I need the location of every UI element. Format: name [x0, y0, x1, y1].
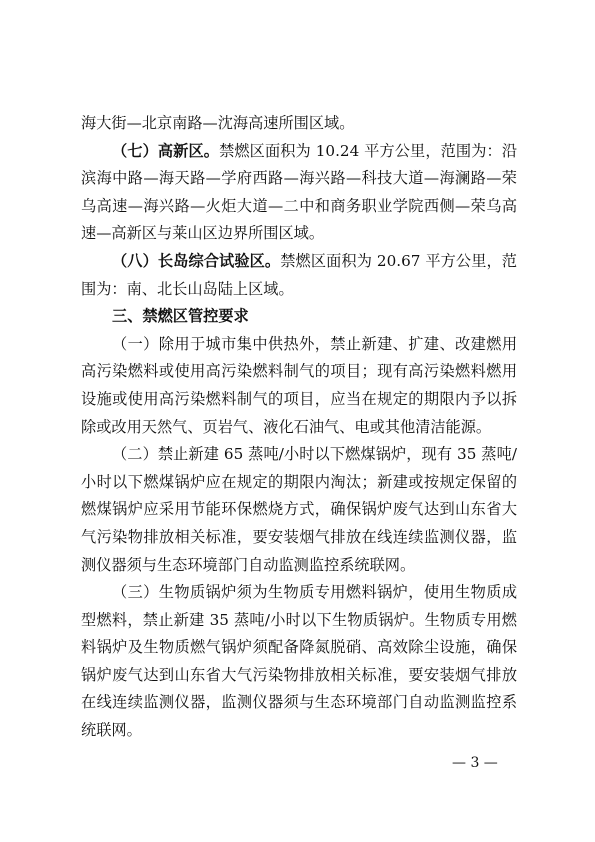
paragraph-high-tech-zone [81, 138, 517, 248]
paragraph-lead: （八）长岛综合试验区。 [112, 251, 281, 270]
paragraph-lead: （七）高新区。 [112, 141, 220, 160]
document-body [81, 110, 517, 745]
paragraph-requirement-2: （二）禁止新建 65 蒸吨/小时以下燃煤锅炉，现有 35 蒸吨/小时以下燃煤锅炉应在规定的期限内淘汰；新建或按规定保留的燃煤锅炉应采用节能环保燃烧方式，确保锅炉废气达到山东省大气污染物排放相关标准，要安装烟气排放在线连续监测仪器，监测仪器须与生态环境部门自动监测监控系统联网。 [81, 445, 517, 574]
paragraph-requirement-1: （一）除用于城市集中供热外，禁止新建、扩建、改建燃用高污染燃料或使用高污染燃料制气的项目；现有高污染燃料燃用设施或使用高污染燃料制气的项目，应当在规定的期限内予以拆除或改用天然气、页岩气、液化石油气、电或其他清洁能源。 [81, 334, 517, 436]
paragraph-text: 禁燃区面积为 20.67 平方公里，范围为：南、北长山岛陆上区域。 [81, 251, 517, 298]
paragraph-changdao-zone [81, 248, 517, 303]
paragraph-text: 禁燃区面积为 10.24 平方公里，范围为：沿滨海中路—海天路—学府西路—海兴路—科技大道—海澜路—荣乌高速—海兴路—火炬大道—二中和商务职业学院西侧—荣乌高速—高新区与莱山区边界所围区域。 [81, 141, 518, 243]
page-number: — 3 — [452, 755, 498, 771]
paragraph-requirement-3: （三）生物质锅炉须为生物质专用燃料锅炉，使用生物质成型燃料，禁止新建 35 蒸吨/小时以下生物质锅炉。生物质专用燃料锅炉及生物质燃气锅炉须配备降氮脱硝、高效除尘设施，确保锅炉废气达到山东省大气污染物排放相关标准，要安装烟气排放在线连续监测仪器，监测仪器须与生态环境部门自动监测监控系统联网。 [81, 583, 517, 740]
paragraph-text: 海大街—北京南路—沈海高速所围区域。 [81, 114, 355, 132]
paragraph-continuation [81, 110, 517, 138]
section-heading: 三、禁燃区管控要求 [112, 307, 249, 326]
